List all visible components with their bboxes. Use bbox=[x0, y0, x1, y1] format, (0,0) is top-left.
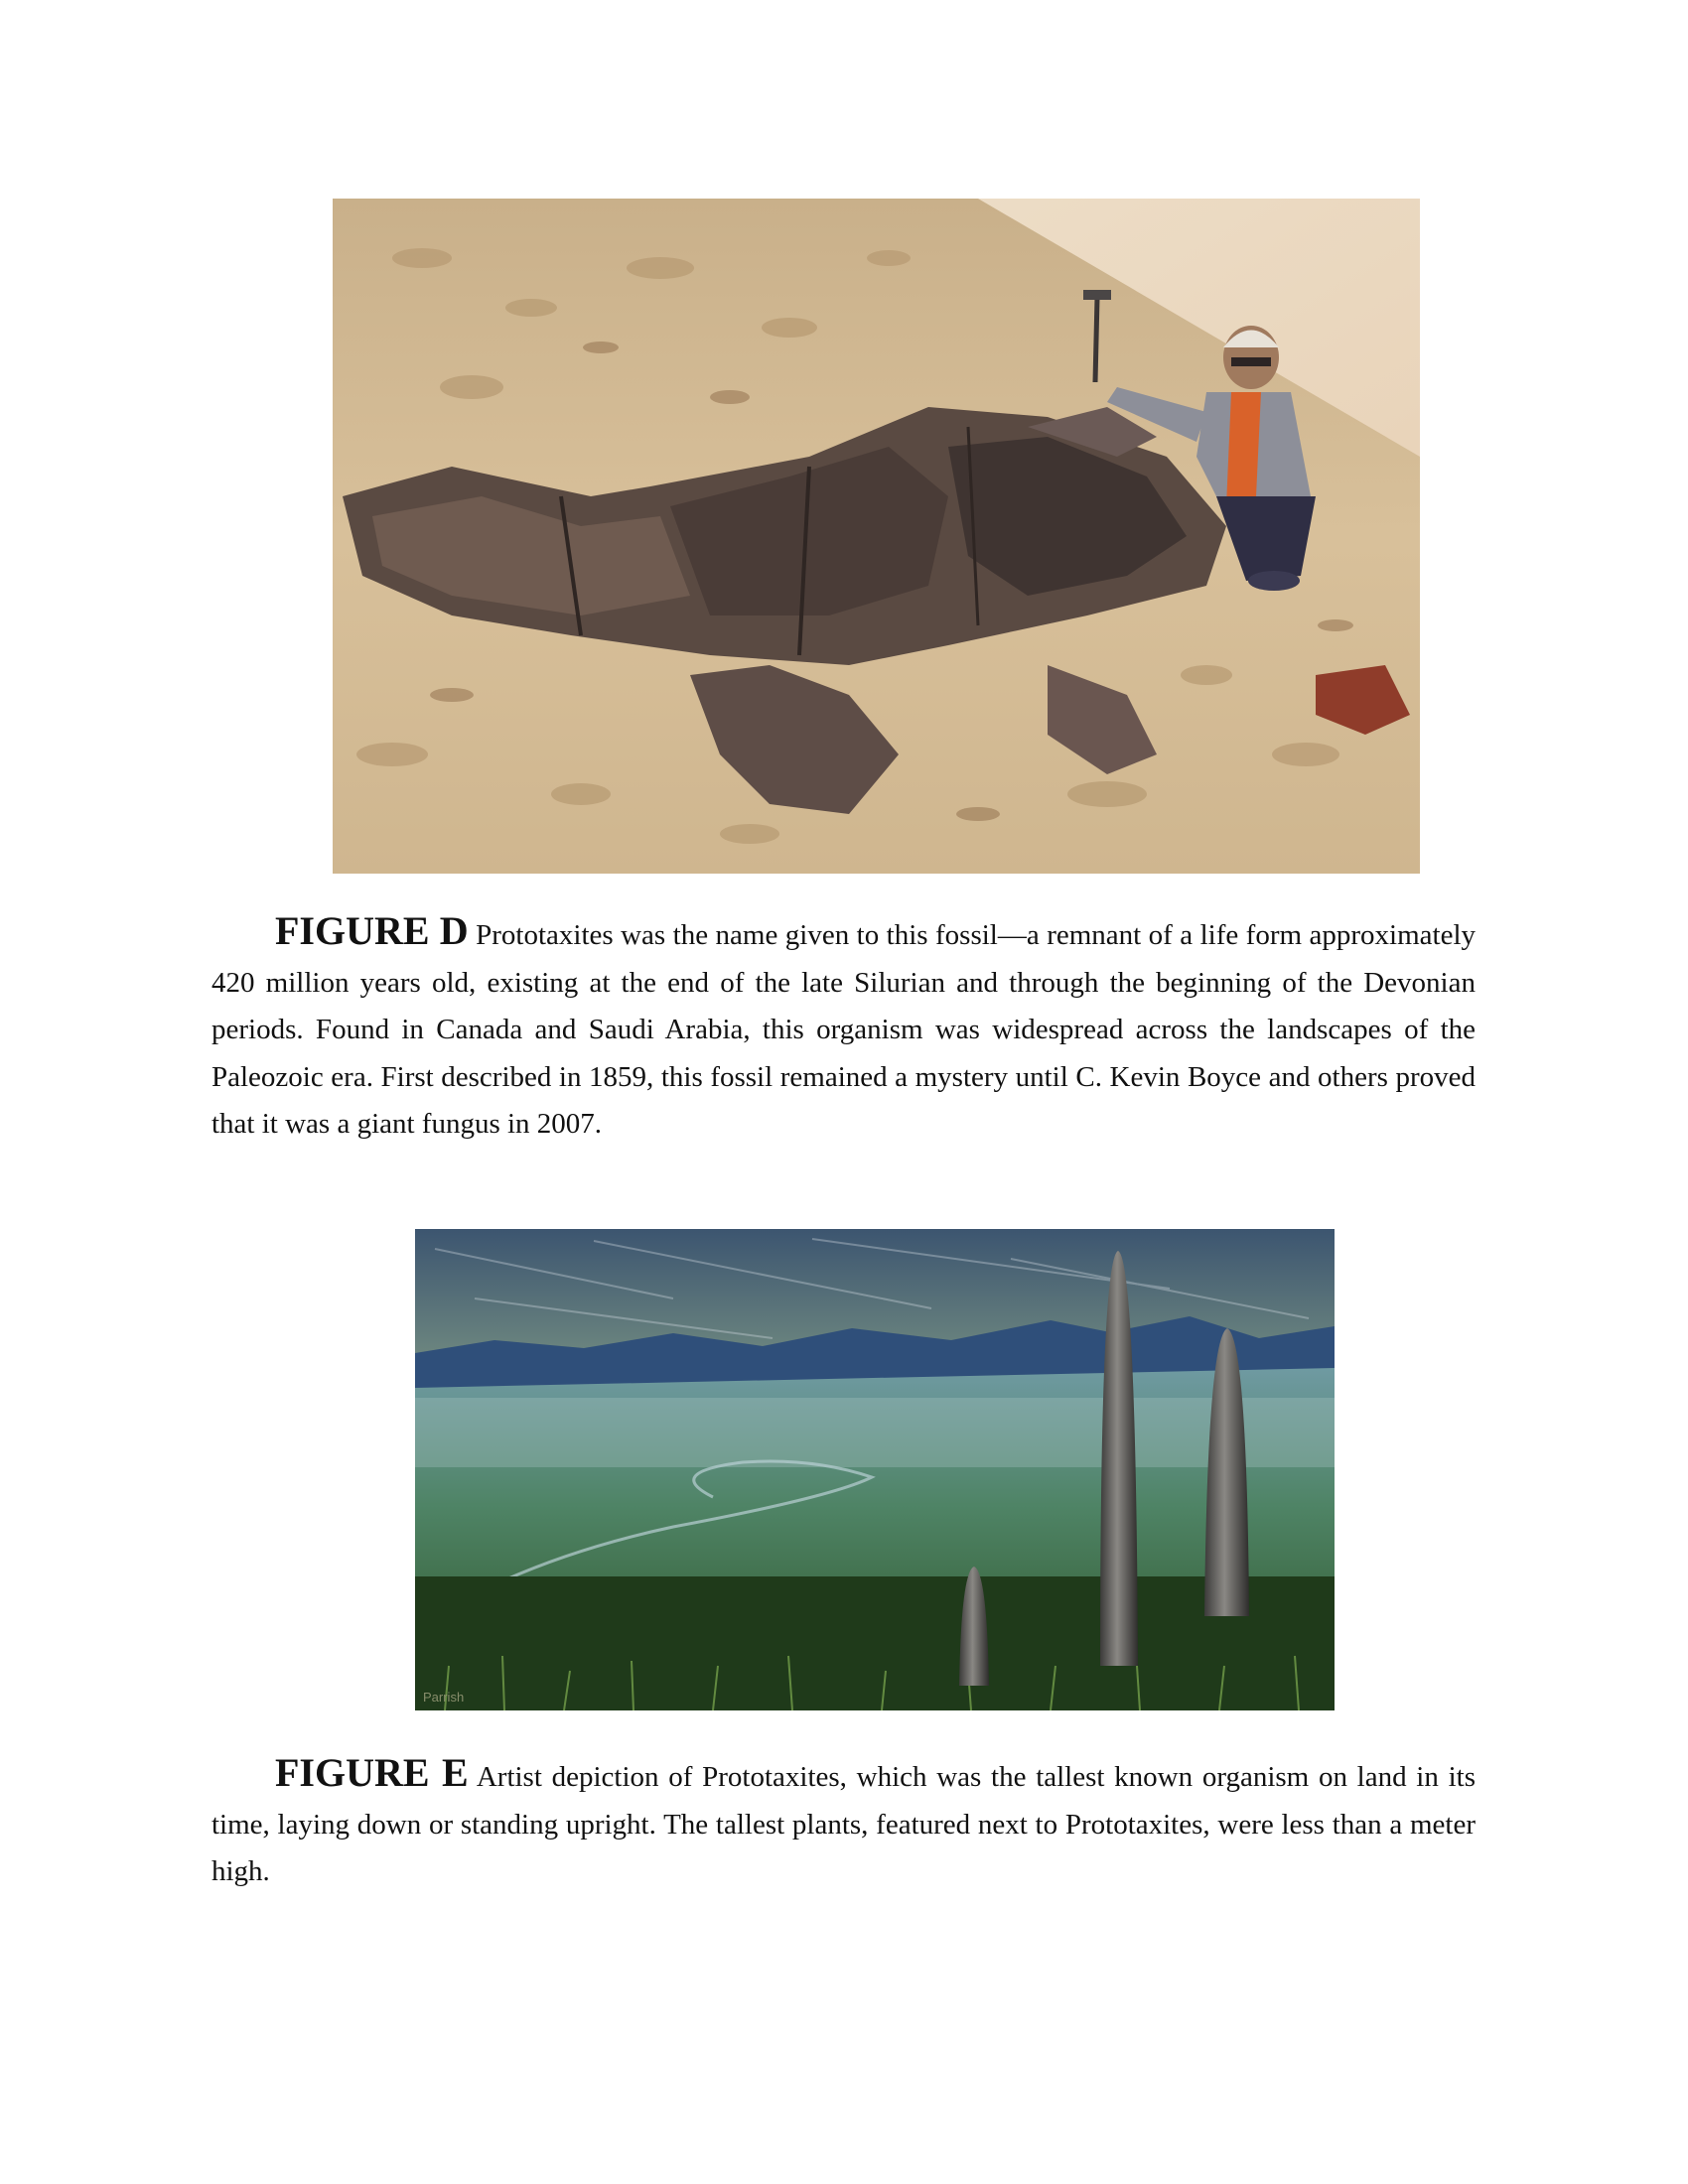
figure-e-caption bbox=[211, 1749, 1476, 1896]
figure-d-caption bbox=[211, 907, 1476, 1149]
figure-d-label: FIGURE D bbox=[275, 908, 469, 953]
image-credit: Parrish bbox=[423, 1690, 465, 1705]
prototaxites-illustration bbox=[415, 1229, 1335, 1710]
figure-d-caption-text: Prototaxites was the name given to this fossil—a remnant of a life form approximately 420 million years old, existing at the end of the late Silurian and through the beginning of the Devonian periods. Found in Canada and Saudi Arabia, this organism was widespread across the landscapes of the Paleozoic era. First described in 1859, this fossil remained a mystery until C. Kevin Boyce and others proved that it was a giant fungus in 2007. bbox=[211, 919, 1477, 1140]
fossil-photo bbox=[333, 199, 1420, 874]
figure-e-label: FIGURE E bbox=[275, 1750, 469, 1795]
figure-e-caption-text: Artist depiction of Prototaxites, which was the tallest known organism on land in its time, laying down or standing upright. The tallest plants, featured next to Prototaxites, were less than a meter high. bbox=[211, 1761, 1476, 1887]
